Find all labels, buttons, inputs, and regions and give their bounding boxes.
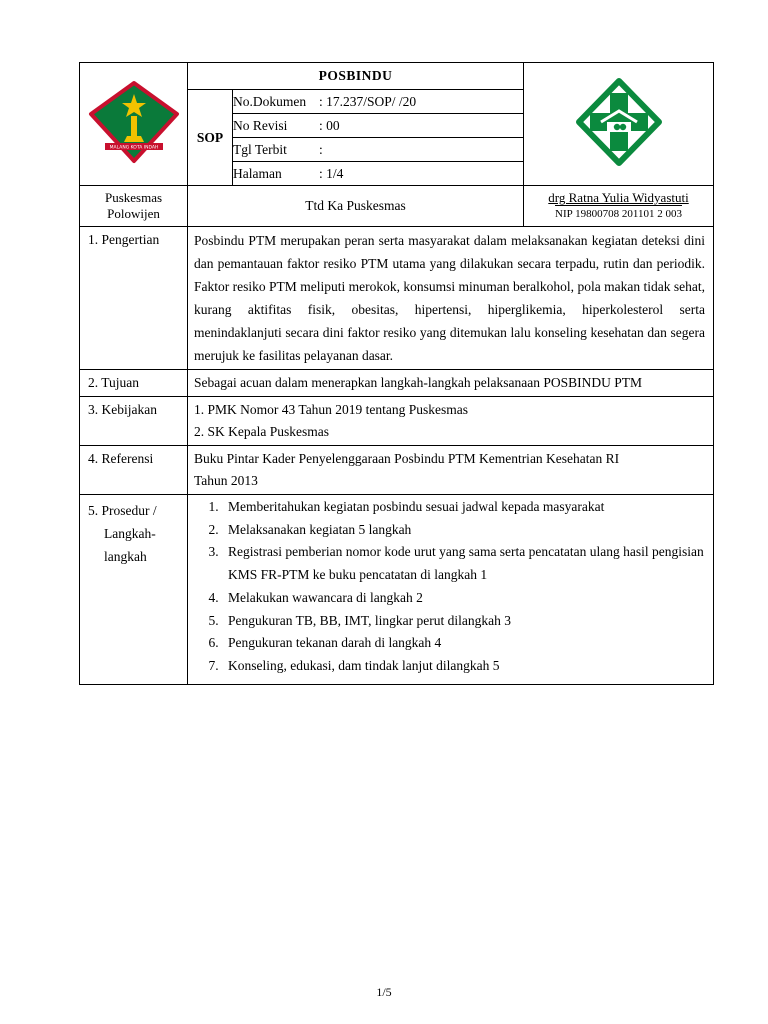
head-nip: NIP 19800708 201101 2 003 [555,205,682,222]
head-name: drg Ratna Yulia Widyastuti [548,190,689,205]
procedure-step: 4. Melakukan wawancara di langkah 2 [222,587,705,610]
procedure-step: 7. Konseling, edukasi, dam tindak lanjut dilangkah 5 [222,655,705,678]
section-text-referensi [188,446,714,495]
meta-halaman: Halaman : 1/4 [233,162,524,186]
health-logo-cell [524,63,714,186]
section-label-tujuan: 2. Tujuan [80,370,188,397]
kebijakan-item: 2. SK Kepala Puskesmas [194,424,329,439]
referensi-line: Tahun 2013 [194,473,258,488]
sop-document [79,62,713,685]
meta-no-revisi: No Revisi : 00 [233,114,524,138]
section-text-tujuan: Sebagai acuan dalam menerapkan langkah-langkah pelaksanaan POSBINDU PTM [188,370,714,397]
signature-label: Ttd Ka Puskesmas [188,186,524,227]
sop-table [79,62,714,685]
section-text-pengertian: Posbindu PTM merupakan peran serta masyarakat dalam melaksanakan kegiatan deteksi dini dan pemantauan faktor resiko PTM utama yang dilakukan secara terpadu, rutin dan periodik. Faktor resiko PTM meliputi merokok, konsumsi minuman beralkohol, pola makan tidak sehat, kurang aktifitas fisik, obesitas, hipertensi, hiperglikemia, hiperkolesterol serta menindaklanjuti secara dini faktor resiko yang ditemukan lalu konseling kesehatan dan segera merujuk ke fasilitas pelayanan dasar. [188,227,714,370]
sop-label: SOP [188,90,233,186]
procedure-step: 2. Melaksanakan kegiatan 5 langkah [222,519,705,542]
page-number: 1/5 [376,985,392,999]
logo-lettering: MALANG KOTA INDAH [109,145,158,151]
head-signature-block [524,186,714,227]
malang-logo-cell [80,63,188,186]
section-label-kebijakan: 3. Kebijakan [80,397,188,446]
procedure-step: 3. Registrasi pemberian nomor kode urut yang sama serta pencatatan ulang hasil pengisian KMS FR-PTM ke buku pencatatan di langkah 1 [222,541,705,586]
section-label-referensi: 4. Referensi [80,446,188,495]
procedure-step: 5. Pengukuran TB, BB, IMT, lingkar perut dilangkah 3 [222,610,705,633]
section-label-prosedur: 5. Prosedur / Langkah- langkah [80,495,188,685]
kebijakan-item: 1. PMK Nomor 43 Tahun 2019 tentang Puskesmas [194,402,469,417]
meta-no-dokumen: No.Dokumen : 17.237/SOP/ /20 [233,90,524,114]
procedure-step: 6. Pengukuran tekanan darah di langkah 4 [222,632,705,655]
document-title: POSBINDU [188,63,524,90]
section-label-pengertian: 1. Pengertian [80,227,188,370]
meta-tgl-terbit: Tgl Terbit : [233,138,524,162]
malang-city-emblem-icon [87,80,181,164]
procedure-steps [194,496,705,678]
section-steps-prosedur [188,495,714,685]
section-text-kebijakan [188,397,714,446]
referensi-line: Buku Pintar Kader Penyelenggaraan Posbindu PTM Kementrian Kesehatan RI [194,451,620,466]
org-name: Puskesmas Polowijen [80,186,188,227]
procedure-step: 1. Memberitahukan kegiatan posbindu sesuai jadwal kepada masyarakat [222,496,705,519]
puskesmas-cross-logo-icon [573,77,665,167]
